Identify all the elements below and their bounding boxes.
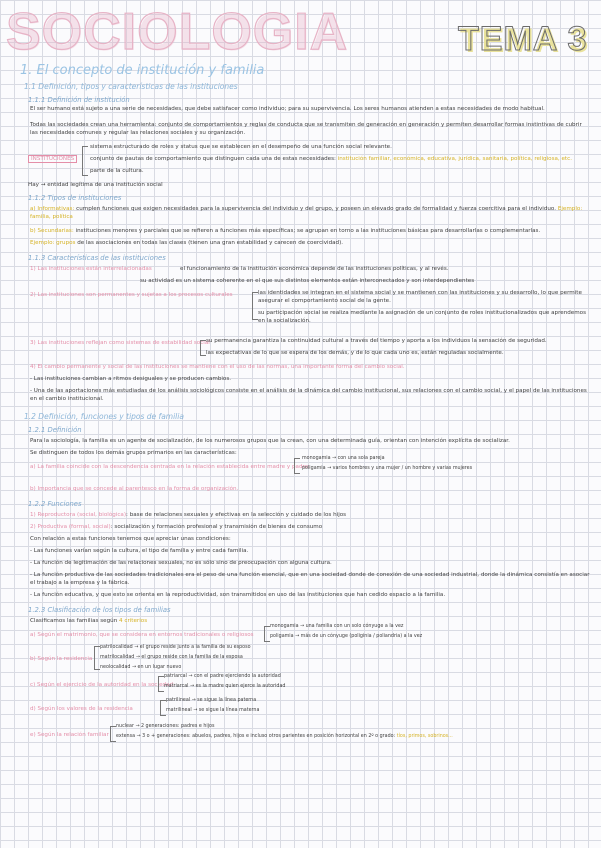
characteristic-detail: las identidades se integran en el sistema social y se mantienen con las instituciones y su desarrollo, lo que permite asegurar el comportamiento social de la gente. <box>258 290 582 304</box>
classification-option <box>116 733 453 741</box>
characteristic: 3) Las instituciones reflejan como sistemas de estabilidad social <box>30 340 210 346</box>
classification: b) Según la residencia <box>30 656 93 662</box>
type-item <box>30 206 590 222</box>
function-text: : base de relaciones sexuales y efectivas en la selección y cuidado de los hijos <box>126 512 347 518</box>
paragraph: Se distinguen de todos los demás grupos primarios en las características: <box>30 450 237 456</box>
characteristic: 2) Las instituciones son permanentes y sujetas a los procesos culturales <box>30 292 233 298</box>
paragraph: El ser humano está sujeto a una serie de necesidades, que debe satisfacer como individuo; para su supervivencia. Los seres humanos atienden a estas necesidades de modo habitual. <box>30 106 545 112</box>
classification: c) Según el ejercicio de la autoridad en la sociedad: <box>30 682 175 688</box>
definition-item <box>90 156 590 164</box>
paragraph: Para la sociología, la familia es un agente de socialización, de los numerosos grupos que la crean, con una determinada guía, orientan con intención explícita de socializar. <box>30 438 510 444</box>
section-1-2-1-title: 1.2.1 Definición <box>28 426 82 434</box>
definition-item: sistema estructurado de roles y status que se establecen en el desempeño de una función social relevante. <box>90 144 392 150</box>
paragraph <box>30 618 147 626</box>
section-1-1-1-title: 1.1.1 Definición de institución <box>28 96 130 104</box>
family-feature: b) Importancia que se concede al parentesco en la forma de organización. <box>30 486 239 492</box>
section-1-1-title: 1.1 Definición, tipos y características de las instituciones <box>24 82 238 91</box>
section-1-1-2-title: 1.1.2 Tipos de instituciones <box>28 194 122 202</box>
function-text: : socialización y formación profesional y transmisión de bienes de consumo <box>110 524 323 530</box>
type-text: de las asociaciones en todas las clases (tienen una gran estabilidad y carecen de coercividad). <box>77 240 344 246</box>
brace <box>294 458 300 474</box>
marriage-type: poligamia → varios hombres y una mujer / un hombre y varias mujeres <box>302 466 473 471</box>
function-item <box>30 512 346 520</box>
marriage-type: monogamia → con una sola pareja <box>302 456 385 461</box>
institutions-block <box>28 156 77 164</box>
paragraph: Todas las sociedades crean una herramienta: conjunto de comportamientos y reglas de conducta que se transmiten de generación en generación y permiten desarrollar formas instintivas de cubrir las necesidades comunes y regular las relaciones sociales y su organización. <box>30 122 582 136</box>
characteristic: 1) Las instituciones están interrelacionadas <box>30 266 152 272</box>
family-feature: a) La familia coincide con la descendencia centrada en la relación establecida entre madre y padre: <box>30 464 311 470</box>
highlight-text: tíos, primos, sobrinos... <box>396 734 453 739</box>
definition-text: conjunto de pautas de comportamiento que distinguen cada una de estas necesidades: <box>90 156 336 162</box>
section-1-2-3-title: 1.2.3 Clasificación de los tipos de familias <box>28 606 171 614</box>
type-label: a) Informativas: <box>30 206 75 212</box>
classification-option: poligamia → más de un cónyuge (poliginia / poliandria) a la vez <box>270 634 423 639</box>
type-label: b) Secundarias: <box>30 228 74 234</box>
definition-item: parte de la cultura. <box>90 168 144 174</box>
type-label: Ejemplo: grupos <box>30 240 76 246</box>
classification-option: nuclear → 2 generaciones: padres e hijos <box>116 724 215 729</box>
characteristic-note: - Las instituciones cambian a ritmos desiguales y se producen cambios. <box>30 376 232 382</box>
characteristic-detail: su participación social se realiza mediante la asignación de un conjunto de roles institucionalizados que aprendemos en la socialización. <box>258 310 587 324</box>
function-note: - La función productiva de las sociedades tradicionales era el peso de una función esencial, que en una sociedad donde de conexión de una sociedad industrial, donde la dinámica consistía en asociar el trabajo a la empresa y la fábrica. <box>30 572 590 586</box>
type-item <box>30 228 590 236</box>
tema-label: TEMA 3 <box>458 20 588 58</box>
function-note: - La función de legitimación de las relaciones sexuales, no es sólo sino de preocupación con alguna cultura. <box>30 560 332 566</box>
brace <box>82 146 88 176</box>
classification-option: neolocalidad → en un lugar nuevo <box>100 665 182 670</box>
paragraph: Con relación a estas funciones tenemos que apreciar unas condiciones: <box>30 536 231 542</box>
function-label: 1) Reproductora <box>30 512 76 518</box>
type-item <box>30 240 590 248</box>
section-1-1-3-title: 1.1.3 Características de las instituciones <box>28 254 166 262</box>
notes-title: SOCIOLOGIA <box>6 3 349 61</box>
section-1-title: 1. El concepto de institución y familia <box>20 63 265 78</box>
classification-option: matriarcal → es la madre quien ejerce la autoridad <box>164 684 286 689</box>
function-item <box>30 524 322 532</box>
type-text: instituciones menores y parciales que se refieren a funciones más específicas; se agrupan en torno a las instituciones básicas para desarrollarlas o complementarlas. <box>75 228 541 234</box>
paragraph: Hay → entidad legítima de una institución social <box>28 182 163 188</box>
characteristic: 4) El cambio permanente y social de las instituciones se mantiene con el uso de las normas, una importante forma del cambio social. <box>30 364 405 370</box>
function-note: - Las funciones varían según la cultura, el tipo de familia y entre cada familia. <box>30 548 249 554</box>
classification-option: matrilocalidad → el grupo reside con la familia de la esposa <box>100 655 243 660</box>
type-text: cumplen funciones que exigen necesidades para la supervivencia del individuo y del grupo, y poseen un elevado grado de formalidad y fuerza coercitiva para el individuo. <box>76 206 557 212</box>
function-note: - La función educativa, y que esto se orienta en la reproductividad, son transmitidos en uso de las instituciones que han cedido espacio a la familia. <box>30 592 446 598</box>
classification-option: monogamia → una familia con un solo cónyuge a la vez <box>270 624 404 629</box>
classification: e) Según la relación familiar <box>30 732 109 738</box>
option-text: extensa → 3 o + generaciones: abuelos, padres, hijos e incluso otros parientes en posición horizontal en 2º o grado: <box>116 734 396 739</box>
section-1-2-title: 1.2 Definición, funciones y tipos de familia <box>24 412 184 421</box>
institutions-label: INSTITUCIONES <box>28 155 77 163</box>
classification-option: patrilocalidad → el grupo reside junto a la familia de su esposo <box>100 645 251 650</box>
characteristic-detail: las expectativas de lo que se espera de los demás, y de lo que cada uno es, están reguladas socialmente. <box>206 350 504 356</box>
intro-text: Clasificamos las familias según <box>30 618 118 624</box>
function-qualifier: (social, biológica) <box>77 512 127 518</box>
highlight-text: 4 criterios <box>119 618 148 624</box>
section-1-2-2-title: 1.2.2 Funciones <box>28 500 82 508</box>
classification-option: patriarcal → con el padre ejerciendo la autoridad <box>164 674 281 679</box>
classification-option: matrilineal → se sigue la línea materna <box>166 708 260 713</box>
function-label: 2) Productiva <box>30 524 68 530</box>
characteristic-detail: su actividad es un sistema coherente en el que sus distintos elementos están interconectados y son interdependientes <box>140 278 475 284</box>
classification: a) Según el matrimonio, que se considera en entornos tradicionales o religiosos <box>30 632 254 638</box>
highlight-text: institución familiar, económica, educativa, jurídica, sanitaria, política, religiosa, etc. <box>337 156 572 162</box>
characteristic-detail: el funcionamiento de la institución económica depende de las instituciones políticas, y al revés. <box>180 266 449 272</box>
classification-option: patrilineal → se sigue la línea paterna <box>166 698 257 703</box>
classification: d) Según los valores de la residencia <box>30 706 133 712</box>
characteristic-detail: su permanencia garantiza la continuidad cultural a través del tiempo y aporta a los individuos la sensación de seguridad. <box>206 338 547 344</box>
function-qualifier: (formal, social) <box>68 524 111 530</box>
characteristic-note: - Una de las aportaciones más estudiadas de los análisis sociológicos consiste en el análisis de la dinámica del cambio institucional, sus relaciones con el cambio social, y el papel de las instituciones en el cambio institucional. <box>30 388 587 402</box>
type-example: Ejemplo: familia, política <box>30 206 583 220</box>
